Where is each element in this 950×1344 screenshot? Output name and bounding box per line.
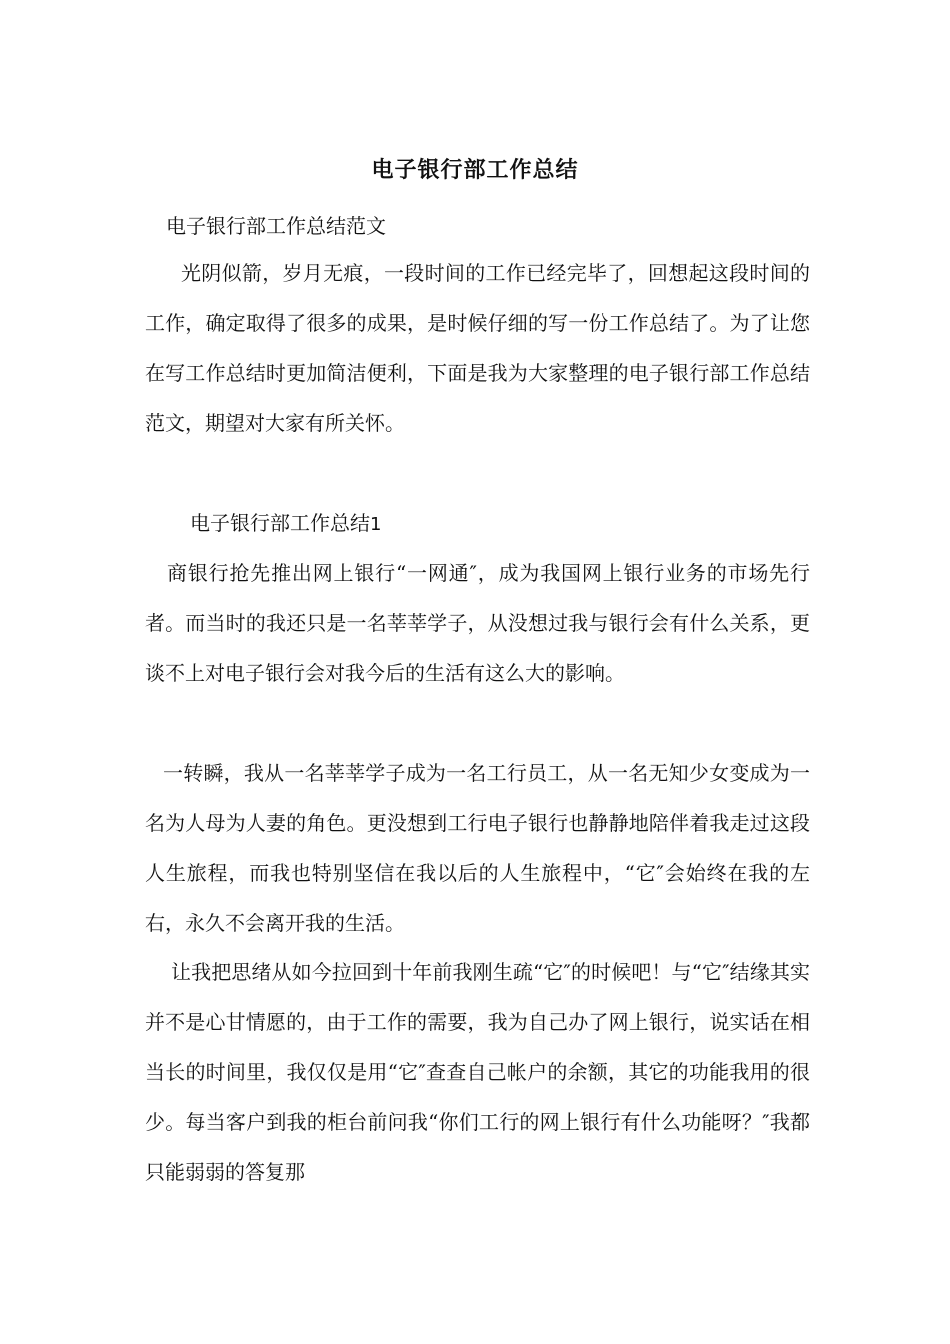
- section-heading-text: 电子银行部工作总结: [190, 511, 370, 535]
- body-paragraph: 让我把思绪从如今拉回到十年前我刚生疏“它″的时候吧！与“它″结缘其实并不是心甘情愿的，由于工作的需要，我为自己办了网上银行，说实话在相当长的时间里，我仅仅是用“它″查查自己帐户的余额，其它的功能我用的很少。每当客户到我的柜台前问我“你们工行的网上银行有什么功能呀？″我都只能弱弱的答复那: [145, 960, 810, 1184]
- intro-paragraph: 光阴似箭，岁月无痕，一段时间的工作已经完毕了，回想起这段时间的工作，确定取得了很多的成果，是时候仔细的写一份工作总结了。为了让您在写工作总结时更加简洁便利，下面是我为大家整理的电子银行部工作总结范文，期望对大家有所关怀。: [145, 261, 810, 435]
- document-subtitle: 电子银行部工作总结范文: [166, 214, 386, 238]
- document-title: 电子银行部工作总结: [371, 157, 579, 183]
- body-paragraph: 一转瞬，我从一名莘莘学子成为一名工行员工，从一名无知少女变成为一名为人母为人妻的角色。更没想到工行电子银行也静静地陪伴着我走过这段人生旅程，而我也特别坚信在我以后的人生旅程中，“它″会始终在我的左右，永久不会离开我的生活。: [145, 761, 810, 935]
- body-paragraph: 商银行抢先推出网上银行“一网通″，成为我国网上银行业务的市场先行者。而当时的我还只是一名莘莘学子，从没想过我与银行会有什么关系，更谈不上对电子银行会对我今后的生活有这么大的影响。: [145, 561, 810, 685]
- section-heading-number: 1: [370, 514, 382, 535]
- section-heading: [190, 506, 381, 542]
